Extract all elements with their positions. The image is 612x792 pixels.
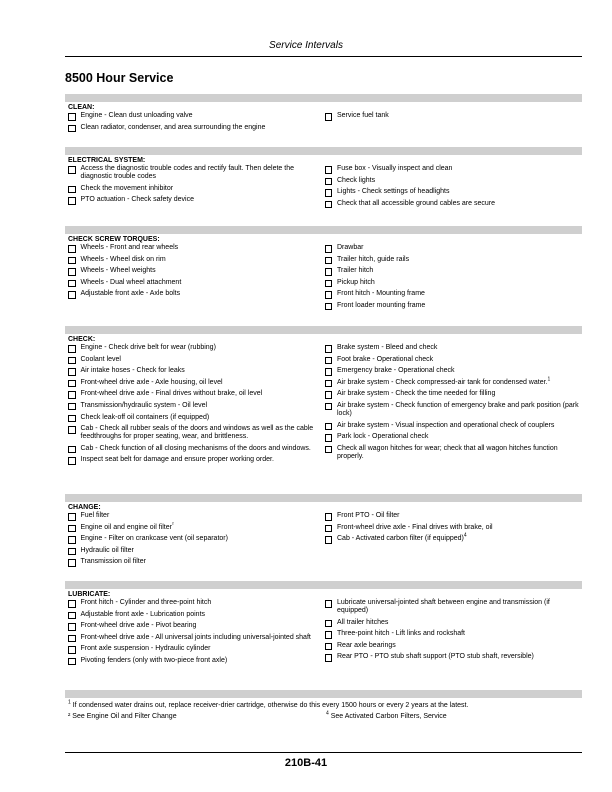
checkbox-icon [68,635,76,643]
checklist-item: Air intake hoses - Check for leaks [68,367,325,376]
checkbox-icon [68,245,76,253]
checklist-item: Wheels - Front and rear wheels [68,244,325,253]
checkbox-icon [325,536,333,544]
checklist-item: Foot brake - Operational check [325,356,583,365]
checkbox-icon [68,536,76,544]
checklist-item: Lights - Check settings of headlights [325,188,583,197]
checklist-item: Transmission oil filter [68,558,325,567]
checklist-item: Coolant level [68,356,325,365]
section-title: ELECTRICAL SYSTEM: [68,157,146,164]
checkbox-icon [68,548,76,556]
section-lubricate [65,581,582,669]
checkbox-icon [68,658,76,666]
section-bar [65,226,582,234]
checkbox-icon [68,380,76,388]
checklist-item: Fuel filter [68,512,325,521]
checkbox-icon [325,391,333,399]
checklist-item: All trailer hitches [325,619,583,628]
checkbox-icon [68,525,76,533]
checkbox-icon [325,380,333,388]
section-title: CHECK: [68,336,96,343]
checkbox-icon [68,415,76,423]
checkbox-icon [325,280,333,288]
checklist-item: Air brake system - Check the time needed for filling [325,390,583,399]
section-title: CHANGE: [68,504,101,511]
checkbox-icon [68,125,76,133]
checkbox-icon [325,631,333,639]
checklist-item: Air brake system - Check compressed-air tank for condensed water.$^1$ [325,379,583,388]
checklist-item: Front-wheel drive axle - All universal joints including universal-jointed shaft [68,634,325,643]
checklist-item: Front-wheel drive axle - Pivot bearing [68,622,325,631]
footnote-1: $^1$ If condensed water drains out, replace receiver-drier cartridge, otherwise do this every 1500 hours or every 2 years at the latest. [68,699,469,709]
checkbox-icon [325,345,333,353]
checklist-item: Front hitch - Cylinder and three-point hitch [68,599,325,608]
checkbox-icon [325,245,333,253]
footnote-ref: ² [171,521,174,528]
checkbox-icon [325,257,333,265]
checkbox-icon [68,368,76,376]
checklist-item: Hydraulic oil filter [68,547,325,556]
footnote-4: $^4$ See Activated Carbon Filters, Service [326,710,447,720]
checklist-item: Emergency brake - Operational check [325,367,583,376]
checkbox-icon [68,357,76,365]
checklist-item: Cab - Check all rubber seals of the doors and windows as well as the cable feedthroughs for proper seating, wear, and brittleness. [68,425,325,442]
section-bar [65,690,582,698]
checkbox-icon [68,426,76,434]
checkbox-icon [325,368,333,376]
section-change [65,494,582,570]
checkbox-icon [325,178,333,186]
checklist-item: PTO actuation - Check safety device [68,196,325,205]
section-check [65,326,582,468]
checkbox-icon [68,457,76,465]
footnote-2: ² See Engine Oil and Filter Change [68,713,177,720]
checklist-item: Check that all accessible ground cables are secure [325,200,583,209]
checkbox-icon [325,357,333,365]
section-bar [65,94,582,102]
checklist-item: Front-wheel drive axle - Axle housing, oil level [68,379,325,388]
checklist-item: Fuse box - Visually inspect and clean [325,165,583,174]
checkbox-icon [68,257,76,265]
checklist-item: Service fuel tank [325,112,583,121]
section-bar [65,581,582,589]
checkbox-icon [68,113,76,121]
page-title: 8500 Hour Service [65,71,174,85]
section-title: CLEAN: [68,104,95,111]
checkbox-icon [68,391,76,399]
checklist-item: Engine - Filter on crankcase vent (oil separator) [68,535,325,544]
checkbox-icon [68,446,76,454]
checklist-item: Adjustable front axle - Axle bolts [68,290,325,299]
checkbox-icon [68,268,76,276]
checklist-item: Cab - Activated carbon filter (if equipped)$^4$ [325,535,583,544]
checklist-item: Check all wagon hitches for wear; check that all wagon hitches function properly. [325,445,583,462]
checklist-item: Lubricate universal-jointed shaft between engine and transmission (if equipped) [325,599,583,616]
checkbox-icon [68,623,76,631]
footnote-ref: 4 [463,532,467,539]
checklist-item: Drawbar [325,244,583,253]
checkbox-icon [325,654,333,662]
checklist-item: Rear PTO - PTO stub shaft support (PTO stub shaft, reversible) [325,653,583,662]
checklist-item: Engine oil and engine oil filter$^{^2}$ [68,524,325,533]
checklist-item: Front axle suspension - Hydraulic cylinder [68,645,325,654]
checkbox-icon [68,600,76,608]
section-electrical [65,147,582,211]
checklist-item: Air brake system - Check function of emergency brake and park position (park lock) [325,402,583,419]
checkbox-icon [325,434,333,442]
checkbox-icon [68,291,76,299]
checklist-item: Clean radiator, condenser, and area surrounding the engine [68,124,325,133]
checklist-item: Trailer hitch [325,267,583,276]
checklist-item: Engine - Clean dust unloading valve [68,112,325,121]
checklist-item: Wheels - Dual wheel attachment [68,279,325,288]
checkbox-icon [68,186,76,194]
checkbox-icon [68,559,76,567]
checkbox-icon [325,423,333,431]
checkbox-icon [68,280,76,288]
checklist-item: Pickup hitch [325,279,583,288]
section-title: CHECK SCREW TORQUES: [68,236,160,243]
checkbox-icon [68,646,76,654]
page-number: 210B-41 [284,757,328,769]
checklist-item: Park lock - Operational check [325,433,583,442]
footnotes [65,699,582,724]
checklist-item: Transmission/hydraulic system - Oil level [68,402,325,411]
checklist-item: Wheels - Wheel weights [68,267,325,276]
section-bar [65,326,582,334]
checkbox-icon [325,291,333,299]
checklist-item: Air brake system - Visual inspection and operational check of couplers [325,422,583,431]
checkbox-icon [325,268,333,276]
checklist-item: Three-point hitch - Lift links and rockshaft [325,630,583,639]
checklist-item: Check the movement inhibitor [68,185,325,194]
checkbox-icon [325,600,333,608]
checklist-item: Adjustable front axle - Lubrication points [68,611,325,620]
checkbox-icon [68,197,76,205]
checkbox-icon [325,201,333,209]
checklist-item: Front-wheel drive axle - Final drives with brake, oil [325,524,583,533]
checkbox-icon [325,403,333,411]
checkbox-icon [325,166,333,174]
footer-rule [65,752,582,753]
checklist-item: Wheels - Wheel disk on rim [68,256,325,265]
checklist-item: Cab - Check function of all closing mechanisms of the doors and windows. [68,445,325,454]
checklist-item: Check leak-off oil containers (if equipped) [68,414,325,423]
footnote-row [65,710,582,720]
section-bar [65,494,582,502]
checklist-item: Front loader mounting frame [325,302,583,311]
section-clean [65,94,582,135]
checklist-item: Front hitch - Mounting frame [325,290,583,299]
checkbox-icon [325,189,333,197]
header-rule [65,56,582,57]
footnote-ref: 1 [547,376,551,383]
checkbox-icon [325,446,333,454]
checkbox-icon [325,525,333,533]
checklist-item: Inspect seat belt for damage and ensure proper working order. [68,456,325,465]
checkbox-icon [325,113,333,121]
checklist-item: Pivoting fenders (only with two-piece front axle) [68,657,325,666]
checklist-item: Access the diagnostic trouble codes and rectify fault. Then delete the diagnostic trouble codes [68,165,325,182]
checkbox-icon [325,303,333,311]
checklist-item: Front-wheel drive axle - Final drives without brake, oil level [68,390,325,399]
checklist-item: Rear axle bearings [325,642,583,651]
checkbox-icon [68,513,76,521]
checklist-item: Engine - Check drive belt for wear (rubbing) [68,344,325,353]
checkbox-icon [325,620,333,628]
section-title: LUBRICATE: [68,591,111,598]
section-bar [65,147,582,155]
checkbox-icon [68,403,76,411]
checkbox-icon [68,612,76,620]
checkbox-icon [68,345,76,353]
running-header: Service Intervals [269,40,343,51]
checkbox-icon [325,643,333,651]
checkbox-icon [325,513,333,521]
checklist-item: Trailer hitch, guide rails [325,256,583,265]
section-check-screw-torques [65,226,582,314]
closing-bar [65,690,582,698]
checklist-item: Check lights [325,177,583,186]
checkbox-icon [68,166,76,174]
checklist-item: Brake system - Bleed and check [325,344,583,353]
checklist-item: Front PTO - Oil filter [325,512,583,521]
